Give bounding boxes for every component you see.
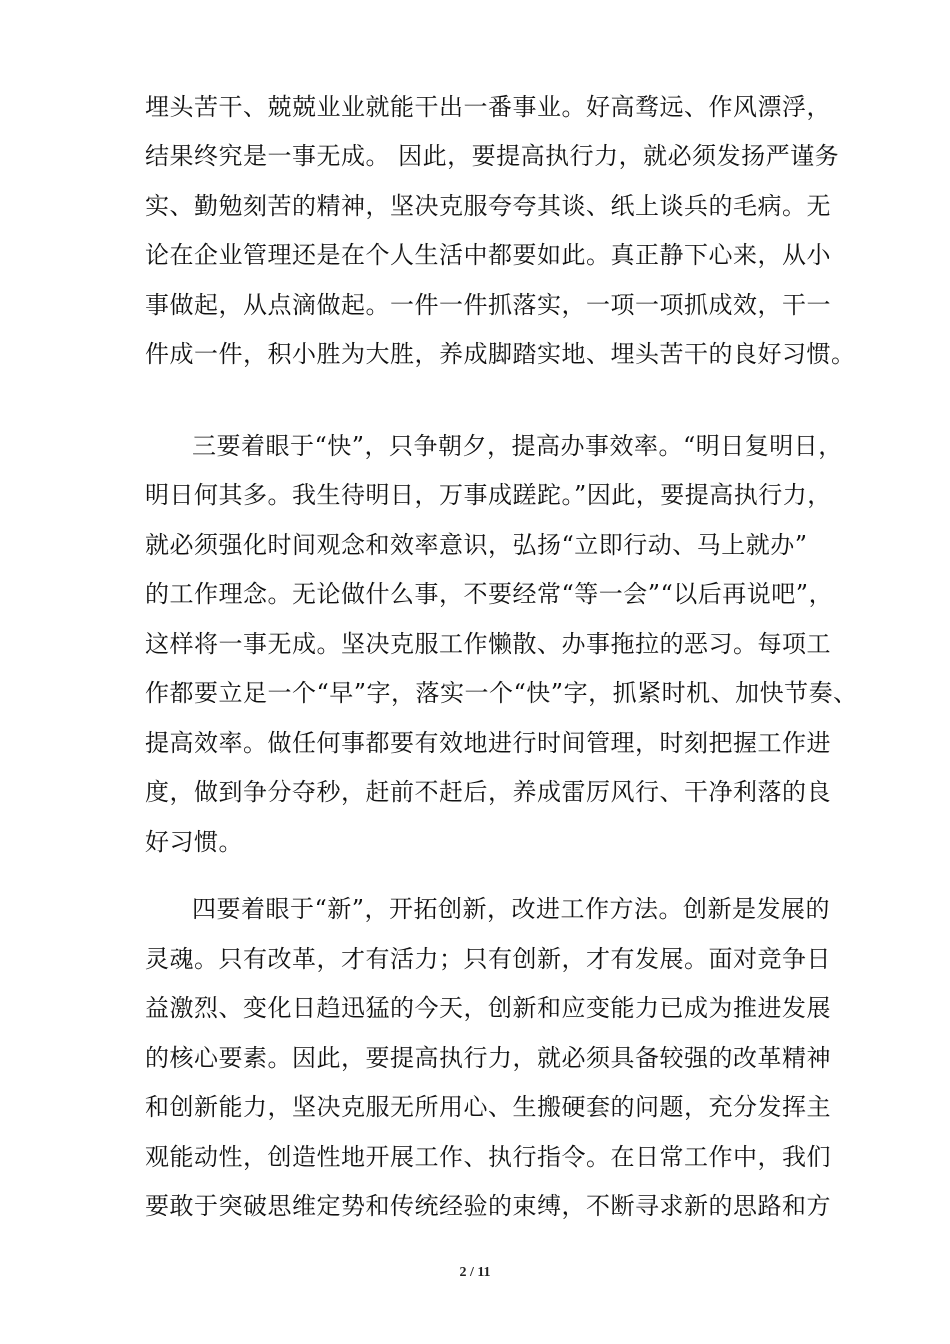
- paragraph-3-line-7: 要敢于突破思维定势和传统经验的束缚，不断寻求新的思路和方: [145, 1192, 831, 1220]
- paragraph-1-line-6: 件成一件，积小胜为大胜，养成脚踏实地、埋头苦干的良好习惯。: [145, 340, 856, 368]
- paragraph-2-line-6: 作都要立足一个“早”字，落实一个“快”字，抓紧时机、加快节奏、: [145, 679, 858, 707]
- paragraph-3-line-2: 灵魂。只有改革，才有活力；只有创新，才有发展。面对竞争日: [145, 945, 831, 973]
- paragraph-3-line-4: 的核心要素。因此，要提高执行力，就必须具备较强的改革精神: [145, 1044, 831, 1072]
- paragraph-2-line-7: 提高效率。做任何事都要有效地进行时间管理，时刻把握工作进: [145, 729, 831, 757]
- paragraph-2-line-3: 就必须强化时间观念和效率意识，弘扬“立即行动、马上就办”: [145, 531, 808, 559]
- paragraph-1-line-5: 事做起，从点滴做起。一件一件抓落实，一项一项抓成效，干一: [145, 291, 831, 319]
- paragraph-2-line-4: 的工作理念。无论做什么事，不要经常“等一会”“以后再说吧”，: [145, 580, 834, 608]
- paragraph-2-line-1: 三要着眼于“快”，只争朝夕，提高办事效率。“明日复明日，: [192, 432, 843, 460]
- paragraph-2-line-8: 度，做到争分夺秒，赶前不赶后，养成雷厉风行、干净利落的良: [145, 778, 831, 806]
- paragraph-3-line-3: 益激烈、变化日趋迅猛的今天，创新和应变能力已成为推进发展: [145, 994, 831, 1022]
- paragraph-1-line-4: 论在企业管理还是在个人生活中都要如此。真正静下心来，从小: [145, 241, 831, 269]
- paragraph-3-line-6: 观能动性，创造性地开展工作、执行指令。在日常工作中，我们: [145, 1143, 831, 1171]
- page-number: 2 / 11: [459, 1265, 491, 1280]
- paragraph-1-line-1: 埋头苦干、兢兢业业就能干出一番事业。好高骛远、作风漂浮，: [145, 93, 831, 121]
- paragraph-2-line-9: 好习惯。: [145, 828, 243, 856]
- paragraph-2-line-5: 这样将一事无成。坚决克服工作懒散、办事拖拉的恶习。每项工: [145, 630, 831, 658]
- paragraph-3-line-1: 四要着眼于“新”，开拓创新，改进工作方法。创新是发展的: [192, 895, 831, 923]
- paragraph-1-line-2: 结果终究是一事无成。 因此，要提高执行力，就必须发扬严谨务: [145, 142, 840, 170]
- paragraph-2-line-2: 明日何其多。我生待明日，万事成蹉跎。”因此，要提高执行力，: [145, 481, 832, 509]
- paragraph-3-line-5: 和创新能力，坚决克服无所用心、生搬硬套的问题，充分发挥主: [145, 1093, 831, 1121]
- paragraph-1-line-3: 实、勤勉刻苦的精神，坚决克服夸夸其谈、纸上谈兵的毛病。无: [145, 192, 831, 220]
